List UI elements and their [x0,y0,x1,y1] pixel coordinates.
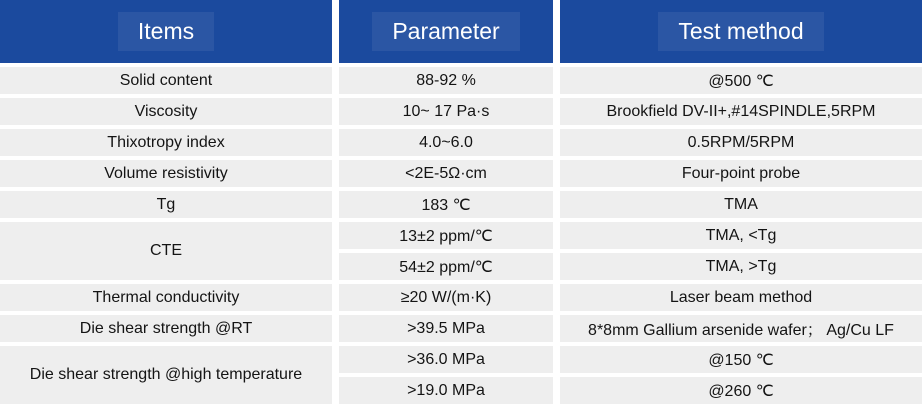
table-row [0,98,922,129]
table-row [0,67,922,98]
method-cell: TMA, >Tg [560,253,922,284]
item-cell: Viscosity [0,98,339,129]
item-cell: Volume resistivity [0,160,339,191]
method-cell: 8*8mm Gallium arsenide wafer； Ag/Cu LF [560,315,922,346]
column-header-test-method-label: Test method [658,12,823,51]
method-cell: @500 ℃ [560,67,922,98]
parameter-cell: >36.0 MPa [339,346,560,377]
method-cell: TMA [560,191,922,222]
method-cell: Four-point probe [560,160,922,191]
table-row [0,284,922,315]
parameter-cell: 88-92 % [339,67,560,98]
item-cell: Thixotropy index [0,129,339,160]
item-cell: Solid content [0,67,339,98]
item-cell: CTE [0,222,339,284]
item-cell: Tg [0,191,339,222]
column-header-test-method [560,0,922,67]
column-header-parameter-label: Parameter [372,12,519,51]
table-row [0,191,922,222]
method-cell: Laser beam method [560,284,922,315]
parameter-cell: >19.0 MPa [339,377,560,408]
table-row [0,315,922,346]
table-body [0,67,922,408]
column-header-parameter [339,0,560,67]
parameter-cell: 183 ℃ [339,191,560,222]
item-cell: Die shear strength @RT [0,315,339,346]
column-header-items [0,0,339,67]
table-row [0,346,922,377]
method-cell: Brookfield DV-II+,#14SPINDLE,5RPM [560,98,922,129]
table-row [0,222,922,253]
method-cell: TMA, <Tg [560,222,922,253]
column-header-items-label: Items [118,12,214,51]
item-cell: Die shear strength @high temperature [0,346,339,408]
method-cell: @260 ℃ [560,377,922,408]
parameter-cell: 10~ 17 Pa·s [339,98,560,129]
parameter-cell: 4.0~6.0 [339,129,560,160]
method-cell: @150 ℃ [560,346,922,377]
parameter-cell: >39.5 MPa [339,315,560,346]
table-row [0,160,922,191]
parameter-cell: 13±2 ppm/℃ [339,222,560,253]
table-row [0,129,922,160]
parameter-cell: <2E-5Ω·cm [339,160,560,191]
item-cell: Thermal conductivity [0,284,339,315]
parameter-cell: 54±2 ppm/℃ [339,253,560,284]
method-cell: 0.5RPM/5RPM [560,129,922,160]
header-row [0,0,922,67]
parameter-cell: ≥20 W/(m·K) [339,284,560,315]
